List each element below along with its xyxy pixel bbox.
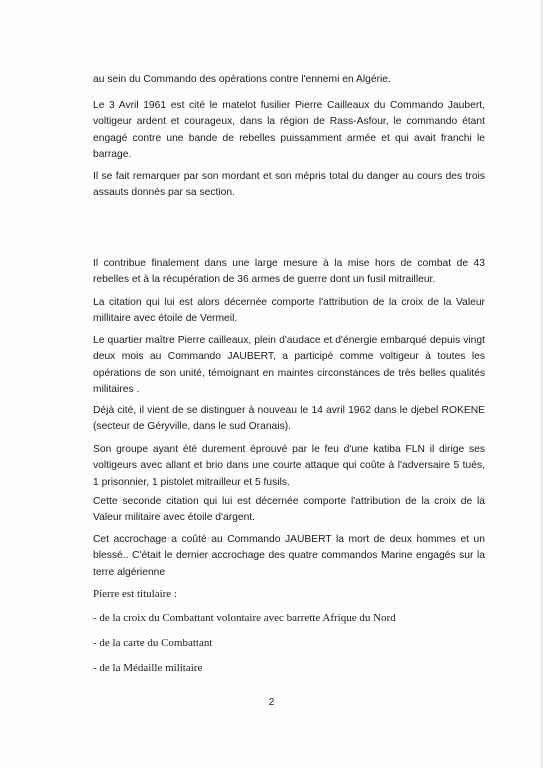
paragraph-titles-intro: Pierre est titulaire : xyxy=(93,588,177,600)
page-number: 2 xyxy=(268,697,275,708)
list-item-medaille-militaire: - de la Médaille militaire xyxy=(93,662,203,674)
paragraph-assaults: Il se fait remarquer par son mordant et son mépris total du danger au cours des trois assauts donnés par sa section. xyxy=(93,171,485,199)
paragraph-vermeil-citation: La citation qui lui est alors décernée comporte l'attribution de la croix de la Valeur millitaire avec étoile de Vermeil. xyxy=(93,297,485,325)
paragraph-last-engagement: Cet accrochage a coûté au Commando JAUBERT la mort de deux hommes et un blessé.. C'était le dernier accrochage des quatre commandos Marine engagés sur la terre algérienne xyxy=(93,534,485,578)
list-item-croix-combattant: - de la croix du Combattant volontaire avec barrette Afrique du Nord xyxy=(93,612,396,624)
paragraph-contribution: Il contribue finalement dans une large mesure à la mise hors de combat de 43 rebelles et à la récupération de 36 armes de guerre dont un fusil mitrailleur. xyxy=(93,258,485,286)
paragraph-rokene: Déjà cité, il vient de se distinguer à nouveau le 14 avril 1962 dans le djebel ROKENE (secteur de Géryville, dans le sud Oranais). xyxy=(93,405,485,433)
paragraph-intro-line: au sein du Commando des opérations contre l'ennemi en Algérie. xyxy=(93,74,391,85)
paragraph-citation-1961: Le 3 Avril 1961 est cité le matelot fusilier Pierre Cailleaux du Commando Jaubert, voltigeur ardent et courageux, dans la région de Rass-Asfour, le commando étant engagé contre une bande de rebelles puissamment armée et qui avait franchi le barrage. xyxy=(93,100,485,160)
paragraph-katiba-attack: Son groupe ayant été durement éprouvé par le feu d'une katiba FLN il dirige ses voltigeurs avec allant et brio dans une courte attaque qui coûte à l'adversaire 5 tués, 1 prisonnier, 1 pistolet mitrailleur et 5 fusils. xyxy=(93,444,485,488)
paragraph-argent-citation: Cette seconde citation qui lui est décernée comporte l'attribution de la croix de la Valeur militaire avec étoile d'argent. xyxy=(93,496,485,524)
page-edge-shadow xyxy=(539,0,543,768)
list-item-carte-combattant: - de la carte du Combattant xyxy=(93,637,213,649)
paragraph-quartier-maitre: Le quartier maître Pierre cailleaux, plein d'audace et d'énergie embarqué depuis vingt deux mois au Commando JAUBERT, a participé comme voltigeur à toutes les opérations de son unité, témoignant en maintes circonstances de très belles qualités militaires . xyxy=(93,335,485,395)
